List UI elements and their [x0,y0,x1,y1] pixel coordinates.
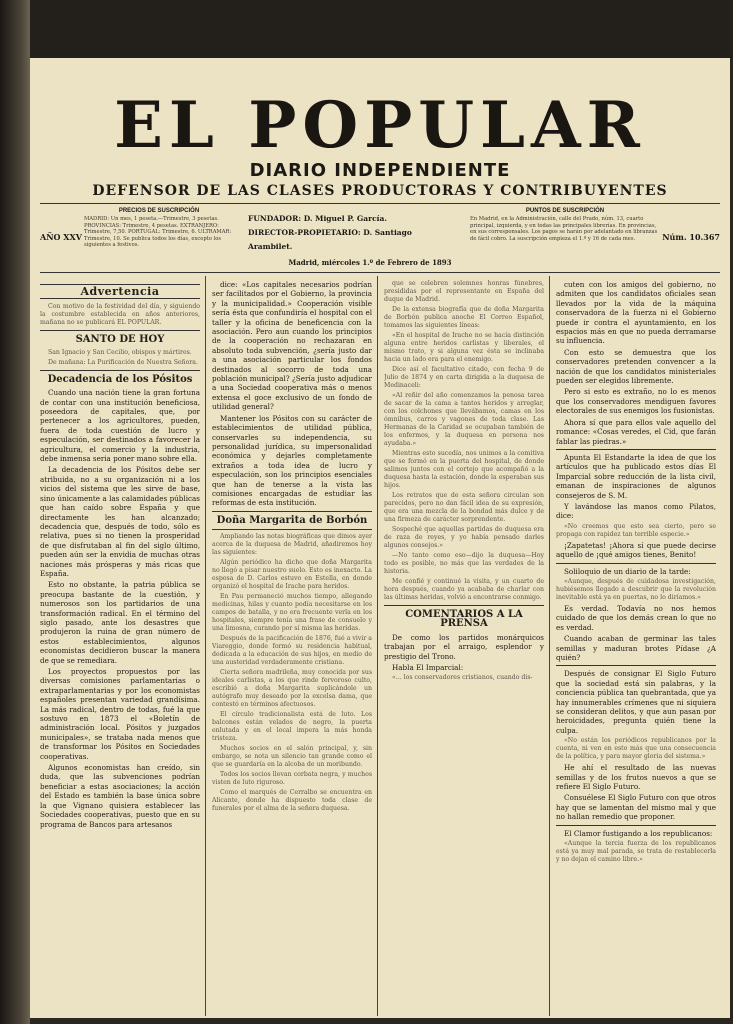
paragraph: Algún periódico ha dicho que doña Margarita no llegó a pisar nuestro suelo. Esto es inexacto. La esposa de D. Carlos estuvo en Estella, en donde organizó el hospital de Irache para heridos. [212,559,372,591]
paragraph: «No creemos que esto sea cierto, pero se propaga con rapidez tan terrible especie.» [556,522,716,538]
dateline: Madrid, miércoles 1.º de Febrero de 1893 [288,258,452,267]
paragraph: «... los conservadores cristianos, cuando dis- [392,674,533,682]
paragraph: Ampliando las notas biográficas que dimos ayer acerca de la duquesa de Madrid, añadiremos hoy las siguientes: [212,533,372,557]
heading-comentarios: COMENTARIOS A LA PRENSA [405,609,523,630]
subscription-prices [84,208,234,249]
paragraph: Mientras esto sucedía, nos unimos a la comitiva que se formó en la puerta del hospital, de donde salimos juntos con el cortejo que acompañó a la duquesa hasta la estación, donde la esperaban sus hijos. [384,450,544,489]
paragraph: «En el hospital de Irache no se hacía distinción alguna entre heridos carlistas y liberales, el mismo trato, y si alguna vez ésta se inclinaba hacia un lado era para el enemigo. [384,332,544,363]
paragraph: Habla El Imparcial: [392,663,464,673]
paragraph: Cuando una nación tiene la gran fortuna de contar con una institución beneficiosa, poseedora de capitales, que, por pertenecer a los agricultores, pueden, fuera de toda cuestión de lucro y especulación, ser destinados a favorecer la agricultura, el comercio y la industria, debe inmensa seria poner mano sobre ella. [40,388,200,464]
paragraph: ¡Zapatetas! ¡Ahora sí que puede decirse aquello de ¡qué amigos tienes, Benito! [556,540,716,560]
year-label: AÑO XXV [40,232,82,242]
points-text: En Madrid, en la Administración, calle del Prado, núm. 13, cuarto principal, izquierda, y en todas las principales librerías. En provincias, en sus corresponsales. Los pagos se harán por adelantado en libranzas de fácil cobro. La suscripción empieza el 1.º y 16 de cada mes. [470,216,658,242]
paragraph: Me confié y continué la visita, y un cuarto de hora después, cuando ya acababa de charlar con las últimas heridas, volvió a encontrarse conmigo. [384,578,544,601]
paragraph: Algunos economistas han creído, sin duda, que las subvenciones podrían beneficiar a estas asociaciones; la acción del Estado es también la base única sobre la que Vignano quisiera establecer las Sociedades cooperativas, puesto que en su programa de Bancos para artesanos [40,763,200,829]
divider [384,605,544,606]
paragraph: —No tanto como eso—dijo la duquesa—Hoy todo es posible, no más que las verdades de la historia. [384,552,544,575]
masthead [30,88,730,199]
newspaper-page [30,58,730,1018]
founder-line: FUNDADOR: D. Miguel P. García. [248,214,387,223]
heading-decadencia: Decadencia de los Pósitos [47,373,193,385]
column-3 [384,280,544,1015]
column-2 [212,280,372,1015]
paragraph: Es verdad. Todavía no nos hemos cuidado de que los demás crean lo que no es verdad. [556,603,716,632]
divider [556,563,716,564]
heading-santo: SANTO DE HOY [75,334,165,346]
paragraph: Los proyectos propuestos por las diversas comisiones parlamentarias o extraparlamentarias y por los economistas españoles presentan variedad grandísima. La más radical, dentro de todas, fué la que sostuvo en 1873 el «Boletín de administración local. Pósitos y juzgados municipales», se trataba nada menos que de transformar los Pósitos en Sociedades cooperativas. [40,667,200,761]
paragraph: Muchos socios en el salón principal, y, sin embargo, se nota un silencio tan grande como el que se guardaría en la alcoba de un moribundo. [212,745,372,769]
column-4 [556,280,716,1015]
paragraph: De como los partidos monárquicos trabajan por el arraigo, esplendor y prestigio del Trono. [384,632,544,661]
divider [556,825,716,826]
paragraph: Como el marqués de Cerralbo se encuentra en Alicante, donde ha dispuesto toda clase de funerales por el alma de la señora duquesa. [212,789,372,813]
paragraph: De la extensa biografía que de doña Margarita de Borbón publica anoche El Correo Español, tomamos las siguientes líneas: [384,306,544,329]
divider [40,370,200,371]
founder-director [248,212,428,254]
paragraph: San Ignacio y San Cecilio, obispos y mártires. [48,348,192,356]
paragraph: «Aunque, después de cuidadosa investigación, hubiésemos llegado a descubrir que la revolución inevitable está ya en puertas, no lo diríamos.» [556,577,716,601]
paragraph: He ahí el resultado de las nuevas semillas y de los frutos nuevos a que se refiere El Siglo Futuro. [556,763,716,792]
divider [556,665,716,666]
paragraph: De mañana: La Purificación de Nuestra Señora. [48,358,198,366]
paragraph: Después de la pacificación de 1876, fué a vivir a Viareggio, donde formó su residencia habitual, dedicada a la educación de sus hijos, en medio de una austeridad verdaderamente cristiana. [212,635,372,667]
paragraph: «Al reñir del año comenzamos la penosa tarea de sacar de la cama a tantos heridos y arreglar, con los colchones que llevábamos, camas en los ómnibus, carros y vagones de toda clase. Las Hermanas de la Caridad se ocupaban también de los enfermos, y la duquesa en persona nos ayudaba.» [384,392,544,447]
divider [556,449,716,450]
paragraph: El Clamor fustigando a los republicanos: [564,828,713,838]
newspaper-title: EL POPULAR [114,88,646,163]
scan-background-top [0,0,733,58]
paragraph: Todos los socios llevan corbata negra, y muchos visten de luto riguroso. [212,771,372,787]
paragraph: Soliloquio de un diario de la tarde: [564,566,691,576]
paragraph: Esto no obstante, la patria pública se preocupa bastante de la cuestión, y numerosos son los partidarios de una transformación radical. En el término del siglo pasado, ante los desastres que produjeron la ruina de gran número de estos establecimientos, algunos economistas decidieron buscar la manera de que se remediara. [40,580,200,665]
column-1 [40,280,200,1015]
paragraph: Los retratos que de esta señora circulan son parecidos, pero no dan fácil idea de su expresión, que era una mezcla de la bondad más dulce y de una firmeza de carácter sorprendente. [384,492,544,523]
book-spine [0,0,30,1024]
column-rule [549,276,550,1016]
points-title: PUNTOS DE SUSCRIPCIÓN [525,208,605,214]
paragraph: «No están los periódicos republicanos por la cuenta, ni ven en esto más que una consecuencia de la política, y para mayor gloria del sistema.» [556,737,716,761]
issue-number: Núm. 10.367 [662,232,720,242]
info-bar [40,203,720,273]
subscription-text: MADRID: Un mes, 1 peseta.—Trimestre, 3 pesetas. PROVINCIAS: Trimestre, 4 pesetas. EXTRANJERO: Trimestre, 7,50. PORTUGAL: Trimestre, 6. ULTRAMAR: Trimestre, 10. Se publica todos los días, excepto los siguientes a festivos. [84,216,232,248]
paragraph: Dice así el facultativo citado, con fecha 9 de Julio de 1874 y en carta dirigida a la duquesa de Medinaceli: [384,366,544,389]
paragraph: El círculo tradicionalista está de luto. Los balcones están velados de negro, la puerta enlutada y en el local impera la más honda tristeza. [212,711,372,743]
divider [212,529,372,530]
paragraph: La decadencia de los Pósitos debe ser atribuida, no a su organización ni a los vicios del sistema que les sirve de base, sino únicamente a las calamidades públicas que han caído sobre España y que directamente les han alcanzado; decadencia que, después de todo, sólo es relativa, pues si no tienen la prosperidad de que disfrutaban al fin del siglo último, pueden aún ser la envidia de muchas otras naciones más prósperas y más ricas que España. [40,465,200,578]
heading-advertencia: Advertencia [40,284,200,299]
subscription-points [470,208,660,242]
paragraph: que se celebren solemnes honras fúnebres, presididas por el representante en España del duque de Madrid. [384,280,544,303]
newspaper-tagline: DEFENSOR DE LAS CLASES PRODUCTORAS Y CONTRIBUYENTES [92,183,668,199]
paragraph: En Pau permaneció muchos tiempo, allegando medicinas, hilas y cuanto podía necesitarse en los campos de batalla, y no era frecuente verla en los hospitales, siempre tenía una frase de consuelo y una limosna, curando por sí misma las heridas. [212,593,372,633]
paragraph: Con motivo de la festividad del día, y siguiendo la costumbre establecida en años anteriores, mañana no se publicará EL POPULAR. [40,303,200,327]
paragraph: dice: «Los capitales necesarios podrían ser facilitados por el Gobierno, la provincia y la municipalidad.» Cooperación visible sería ésta que confundiría el hospital con el taller y la oficina de beneficencia con la asociación. Pero aun cuando los principios de la cooperación no rechazaran en absoluto toda subvención, ¿sería justo dar a una asociación particular los fondos destinados al socorro de toda una población municipal? ¿Sería justo adjudicar a una Sociedad cooperativa más o menos extensa el goce exclusivo de un fondo de utilidad general? [212,280,372,412]
paragraph: Después de consignar El Siglo Futuro que la sociedad está sin palabras, y la conciencia pública tan quebrantada, que ya hay innumerables crímenes que ni siquiera se consideran delitos, y que aun pasan por heroicidades, pregunta quién tiene la culpa. [556,669,716,735]
divider [212,511,372,512]
column-rule [377,276,378,1016]
paragraph: Con esto se demuestra que los conservadores pretenden convencer a la nación de que los candidatos ministeriales pueden ser elegidos libremente. [556,347,716,386]
paragraph: Cuando acaban de germinar las tales semillas y maduran brotes Pídase ¿A quién? [556,634,716,662]
divider [40,330,200,331]
heading-margarita: Doña Margarita de Borbón [216,514,368,526]
paragraph: «Aunque la tercia fuerza de los republicanos está ya muy mal parada, se trata de restablecerla y no dejan el camino libre.» [556,840,716,864]
paragraph: Pero si esto es extraño, no lo es menos que los conservadores mendiguen favores electorales de sus enemigos los fusionistas. [556,387,716,416]
paragraph: Apunta El Estandarte la idea de que los artículos que ha publicado estos días El Imparcial sobre reducción de la lista civil, emanan de inspiraciones de algunos consejeros de S. M. [556,452,716,500]
newspaper-subtitle: DIARIO INDEPENDIENTE [249,160,511,181]
column-rule [205,276,206,1016]
subscription-title: PRECIOS DE SUSCRIPCIÓN [118,208,200,214]
paragraph: Sospeché que aquellas partidas de duquesa era de raza de reyes, y yo había pensado darles algunos consejos.» [384,526,544,549]
director-line: DIRECTOR-PROPIETARIO: D. Santiago Arambilet. [248,228,412,251]
paragraph: cuten con los amigos del gobierno, no admiten que los candidatos oficiales sean llevados por la vida de la máquina conservadora de la fuerza ni el Gobierno puede ir contra el ayuntamiento, en los espacios más en que no pueda derramarse su influencia. [556,280,716,346]
paragraph: Y lavándose las manos como Pilatos, dice: [556,501,716,521]
paragraph: Ahora sí que para ellos vale aquello del romance: «Cosas veredes, el Cid, que farán fablar las piedras.» [556,417,716,446]
paragraph: Consuélese El Siglo Futuro con que otros hay que se lamentan del mismo mal y que no hallan remedio que proponer. [556,793,716,822]
paragraph: Cierta señora madrileña, muy conocida por sus ideales carlistas, a los que rinde fervoroso culto, escribió a doña Margarita suplicándole un autógrafo muy deseado por la excelsa dama, que contestó en términos afectuosos. [212,669,372,709]
paragraph: Mantener los Pósitos con su carácter de establecimientos de utilidad pública, conservarles su independencia, su personalidad jurídica, su impersonalidad económica y dejarles completamente extraños a toda idea de lucro y especulación, son los principios esenciales que han de tenerse a la vista las comisiones encargadas de estudiar las reformas de esta institución. [212,413,372,508]
